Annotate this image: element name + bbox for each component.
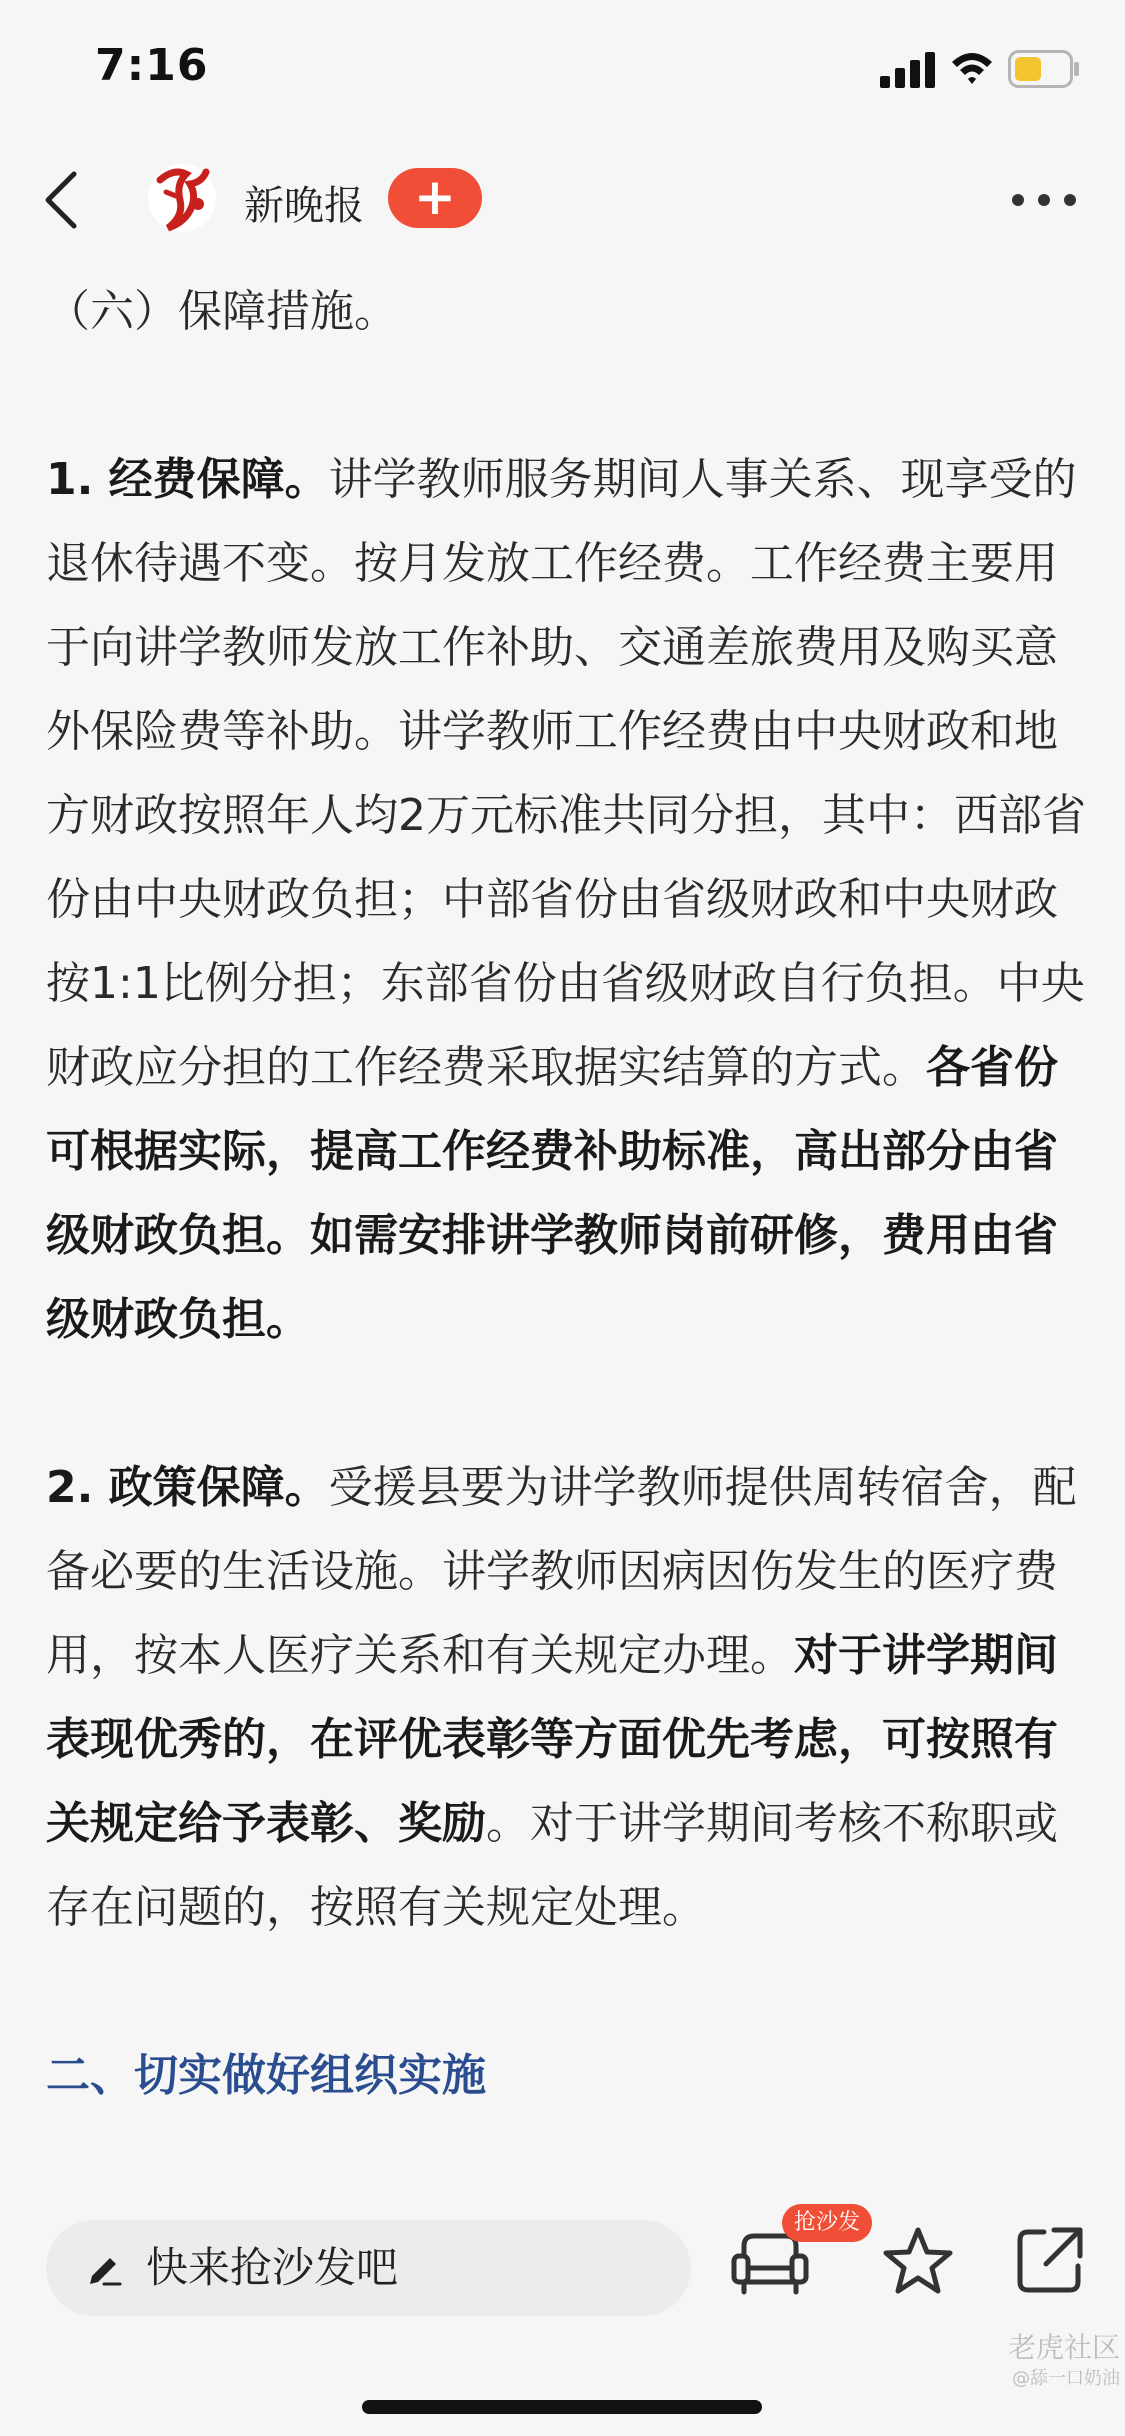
paragraph-text: 受援县要为讲学教师提供周转宿舍，配备必要的生活设施。讲学教师因病因伤发生的医疗费用，按本人医疗关系和有关规定办理。	[46, 1462, 1077, 1681]
paragraph-text: 讲学教师服务期间人事关系、现享受的退休待遇不变。按月发放工作经费。工作经费主要用于向讲学教师发放工作补助、交通差旅费用及购买意外保险费等补助。讲学教师工作经费由中央财政和地方财政按照年人均2万元标准共同分担，其中：西部省份由中央财政负担；中部省份由省级财政和中央财政按1:1比例分担；东部省份由省级财政自行负担。中央财政应分担的工作经费采取据实结算的方式。	[46, 454, 1086, 1093]
share-icon[interactable]	[1014, 2224, 1086, 2296]
article-paragraph-policy	[46, 1446, 1086, 1950]
paragraph-lead-funding: 1. 经费保障。	[46, 454, 329, 505]
pen-icon	[86, 2250, 122, 2286]
watermark-brand: 老虎社区	[1007, 2331, 1120, 2364]
battery-icon	[1008, 50, 1080, 88]
wifi-icon	[950, 48, 994, 88]
paragraph-text: 。对于讲学期间考核不称职或存在问题的，按照有关规定处理。	[46, 1798, 1058, 1933]
comment-input[interactable]	[46, 2220, 691, 2316]
source-logo-icon[interactable]	[146, 160, 218, 236]
status-time: 7:16	[95, 40, 209, 91]
paragraph-emphasis: 对于讲学期间表现优秀的，在评优表彰等方面优先考虑，可按照有关规定给予表彰、奖励	[46, 1630, 1058, 1849]
paragraph-emphasis: 各省份可根据实际，提高工作经费补助标准，高出部分由省级财政负担。如需安排讲学教师岗前研修，费用由省级财政负担。	[46, 1042, 1058, 1345]
comment-placeholder: 快来抢沙发吧	[146, 2243, 399, 2292]
paragraph-lead-policy: 2. 政策保障。	[46, 1462, 329, 1513]
sofa-badge: 抢沙发	[782, 2204, 872, 2242]
watermark-user: @舔一口奶油	[1012, 2368, 1120, 2389]
article-body	[46, 270, 1086, 2118]
cellular-signal-icon	[880, 52, 936, 88]
status-bar	[0, 0, 1125, 140]
source-name[interactable]: 新晚报	[244, 183, 364, 229]
home-indicator[interactable]	[362, 2400, 762, 2414]
follow-button[interactable]: +	[388, 168, 482, 228]
chevron-left-icon[interactable]	[38, 168, 88, 232]
watermark	[950, 2330, 1120, 2392]
article-paragraph-funding	[46, 438, 1086, 1362]
star-icon[interactable]	[880, 2224, 956, 2300]
article-subheading: （六）保障措施。	[46, 286, 398, 337]
section-title: 二、切实做好组织实施	[46, 2050, 486, 2101]
nav-bar	[0, 140, 1125, 260]
more-dots-icon[interactable]	[1010, 180, 1078, 220]
